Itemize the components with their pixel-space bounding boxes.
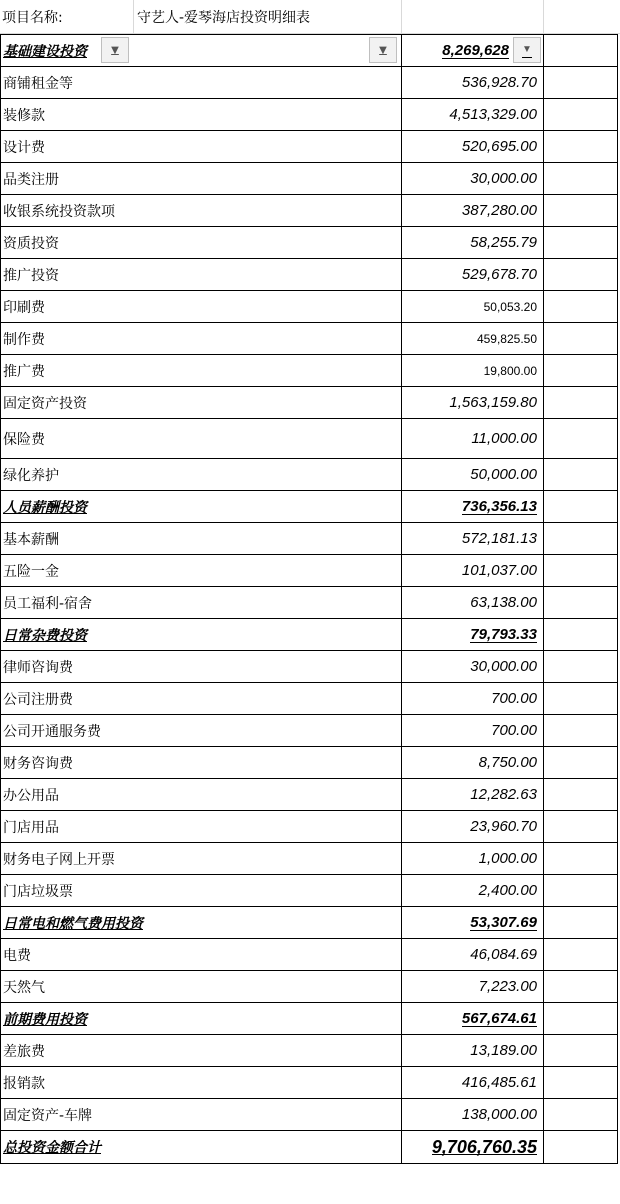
table-row xyxy=(1,99,618,131)
table-row xyxy=(1,1067,618,1099)
table-row xyxy=(1,715,618,747)
amount-cell[interactable] xyxy=(402,619,544,651)
table-row xyxy=(1,323,618,355)
empty-cell[interactable] xyxy=(544,1067,618,1099)
table-row xyxy=(1,587,618,619)
empty-cell[interactable] xyxy=(544,683,618,715)
item-name: 品类注册 xyxy=(3,171,59,188)
table-row xyxy=(1,67,618,99)
amount-cell[interactable] xyxy=(402,747,544,779)
amount-cell[interactable] xyxy=(402,459,544,491)
item-name-cell[interactable] xyxy=(1,355,402,387)
empty-cell[interactable] xyxy=(544,651,618,683)
item-name-cell[interactable] xyxy=(1,1067,402,1099)
amount-value: 19,800.00 xyxy=(483,363,537,378)
amount-cell[interactable] xyxy=(402,907,544,939)
amount-cell[interactable] xyxy=(402,1003,544,1035)
amount-value: 138,000.00 xyxy=(461,1106,537,1123)
amount-cell[interactable] xyxy=(402,651,544,683)
table-row xyxy=(1,939,618,971)
amount-cell[interactable] xyxy=(402,1067,544,1099)
amount-value: 11,000.00 xyxy=(471,430,537,447)
amount-value: 459,825.50 xyxy=(476,331,537,346)
filter-dropdown-button[interactable] xyxy=(101,37,129,63)
item-name-cell[interactable] xyxy=(1,1035,402,1067)
amount-value: 63,138.00 xyxy=(470,594,537,611)
amount-value: 53,307.69 xyxy=(470,914,537,931)
item-name-cell[interactable] xyxy=(1,619,402,651)
category-row xyxy=(1,1003,618,1035)
amount-cell[interactable] xyxy=(402,939,544,971)
amount-cell[interactable] xyxy=(402,1099,544,1131)
empty-cell[interactable] xyxy=(544,843,618,875)
empty-cell[interactable] xyxy=(544,99,618,131)
empty-cell[interactable] xyxy=(544,355,618,387)
table-row xyxy=(1,459,618,491)
item-name-cell[interactable] xyxy=(1,419,402,459)
amount-cell[interactable] xyxy=(402,131,544,163)
item-name-cell[interactable] xyxy=(1,163,402,195)
item-name-cell[interactable] xyxy=(1,323,402,355)
amount-value: 50,000.00 xyxy=(470,466,537,483)
item-name-cell[interactable] xyxy=(1,387,402,419)
item-name-cell[interactable] xyxy=(1,1131,402,1164)
table-row xyxy=(1,555,618,587)
category-row xyxy=(1,619,618,651)
item-name: 保险费 xyxy=(3,431,45,448)
item-name: 日常杂费投资 xyxy=(3,627,87,644)
amount-value: 700.00 xyxy=(491,690,537,707)
item-name-cell[interactable] xyxy=(1,779,402,811)
project-name-label: 项目名称: xyxy=(2,9,63,26)
amount-value: 520,695.00 xyxy=(461,138,537,155)
amount-value: 30,000.00 xyxy=(470,170,537,187)
table-row xyxy=(1,843,618,875)
empty-cell[interactable] xyxy=(544,387,618,419)
item-name: 总投资金额合计 xyxy=(3,1140,101,1156)
item-name: 门店用品 xyxy=(3,819,59,836)
table-row xyxy=(1,419,618,459)
table-row xyxy=(1,875,618,907)
empty-cell[interactable] xyxy=(544,555,618,587)
item-name: 固定资产投资 xyxy=(3,395,87,412)
amount-cell[interactable] xyxy=(402,195,544,227)
chevron-down-icon: ▼ xyxy=(522,43,532,58)
empty-cell[interactable] xyxy=(544,195,618,227)
item-name: 绿化养护 xyxy=(3,467,59,484)
item-name: 固定资产-车牌 xyxy=(3,1107,93,1124)
amount-value: 50,053.20 xyxy=(483,299,537,314)
item-name: 五险一金 xyxy=(3,563,59,580)
item-name: 设计费 xyxy=(3,139,45,156)
table-row xyxy=(1,259,618,291)
empty-cell[interactable] xyxy=(544,67,618,99)
table-row xyxy=(1,387,618,419)
empty-cell[interactable] xyxy=(544,779,618,811)
table-row xyxy=(1,355,618,387)
amount-value: 7,223.00 xyxy=(478,978,537,995)
empty-cell[interactable] xyxy=(544,747,618,779)
amount-value: 416,485.61 xyxy=(461,1074,537,1091)
amount-value: 4,513,329.00 xyxy=(449,106,537,123)
item-name-cell[interactable] xyxy=(1,131,402,163)
amount-value: 2,400.00 xyxy=(478,882,537,899)
amount-cell[interactable] xyxy=(402,811,544,843)
item-name: 电费 xyxy=(3,947,31,964)
empty-cell[interactable] xyxy=(544,1099,618,1131)
amount-value: 1,563,159.80 xyxy=(449,394,537,411)
amount-cell[interactable] xyxy=(402,779,544,811)
amount-value: 567,674.61 xyxy=(461,1010,537,1027)
amount-value: 12,282.63 xyxy=(470,786,537,803)
empty-cell[interactable] xyxy=(544,1035,618,1067)
item-name-cell[interactable] xyxy=(1,651,402,683)
amount-cell[interactable] xyxy=(402,491,544,523)
empty-cell[interactable] xyxy=(544,163,618,195)
filter-dropdown-button[interactable] xyxy=(513,37,541,63)
table-row xyxy=(1,163,618,195)
table-row xyxy=(1,291,618,323)
item-name-cell[interactable] xyxy=(1,715,402,747)
amount-value: 536,928.70 xyxy=(461,74,537,91)
empty-cell[interactable] xyxy=(544,491,618,523)
item-name-cell[interactable] xyxy=(1,1003,402,1035)
filter-dropdown-button[interactable] xyxy=(369,37,397,63)
amount-cell[interactable] xyxy=(402,355,544,387)
item-name: 律师咨询费 xyxy=(3,659,73,676)
amount-cell[interactable] xyxy=(402,1035,544,1067)
amount-value: 8,269,628 xyxy=(442,42,509,59)
amount-cell[interactable] xyxy=(402,587,544,619)
item-name: 差旅费 xyxy=(3,1043,45,1060)
amount-value: 58,255.79 xyxy=(470,234,537,251)
item-name: 装修款 xyxy=(3,107,45,124)
table-row xyxy=(1,1035,618,1067)
table-row xyxy=(1,195,618,227)
amount-value: 13,189.00 xyxy=(470,1042,537,1059)
sheet-title: 守艺人-爱琴海店投资明细表 xyxy=(137,9,311,26)
amount-cell[interactable] xyxy=(402,1131,544,1164)
amount-cell[interactable] xyxy=(402,971,544,1003)
item-name: 财务咨询费 xyxy=(3,755,73,772)
table-row xyxy=(1,811,618,843)
item-name: 前期费用投资 xyxy=(3,1011,87,1028)
amount-value: 30,000.00 xyxy=(470,658,537,675)
amount-value: 23,960.70 xyxy=(470,818,537,835)
empty-cell[interactable] xyxy=(544,523,618,555)
category-row xyxy=(1,907,618,939)
amount-cell[interactable] xyxy=(402,259,544,291)
table-row xyxy=(1,683,618,715)
item-name: 人员薪酬投资 xyxy=(3,499,87,516)
empty-cell[interactable] xyxy=(544,459,618,491)
empty-cell[interactable] xyxy=(544,291,618,323)
item-name-cell[interactable] xyxy=(1,523,402,555)
empty-cell[interactable] xyxy=(544,939,618,971)
amount-cell[interactable] xyxy=(402,323,544,355)
item-name-cell[interactable] xyxy=(1,99,402,131)
amount-cell[interactable] xyxy=(402,67,544,99)
investment-table xyxy=(0,34,618,1164)
header-row xyxy=(0,0,620,34)
item-name-cell[interactable] xyxy=(1,491,402,523)
amount-cell[interactable] xyxy=(402,715,544,747)
item-name-cell[interactable] xyxy=(1,555,402,587)
empty-cell[interactable] xyxy=(544,715,618,747)
item-name: 推广投资 xyxy=(3,267,59,284)
empty-cell[interactable] xyxy=(544,1131,618,1164)
empty-cell[interactable] xyxy=(544,419,618,459)
amount-value: 9,706,760.35 xyxy=(431,1136,537,1157)
item-name-cell[interactable] xyxy=(1,587,402,619)
item-name-cell[interactable] xyxy=(1,875,402,907)
amount-cell[interactable] xyxy=(402,843,544,875)
item-name: 办公用品 xyxy=(3,787,59,804)
item-name: 资质投资 xyxy=(3,235,59,252)
item-name-cell[interactable] xyxy=(1,459,402,491)
item-name-cell[interactable] xyxy=(1,843,402,875)
amount-cell[interactable] xyxy=(402,555,544,587)
item-name: 天然气 xyxy=(3,979,45,996)
amount-cell[interactable] xyxy=(402,387,544,419)
item-name-cell[interactable] xyxy=(1,291,402,323)
item-name-cell[interactable] xyxy=(1,35,402,67)
item-name: 制作费 xyxy=(3,331,45,348)
empty-cell[interactable] xyxy=(544,35,618,67)
item-name: 报销款 xyxy=(3,1075,45,1092)
amount-value: 8,750.00 xyxy=(478,754,537,771)
empty-cell[interactable] xyxy=(544,259,618,291)
chevron-down-icon: ▼ xyxy=(379,44,387,56)
amount-cell[interactable] xyxy=(402,99,544,131)
item-name-cell[interactable] xyxy=(1,939,402,971)
amount-cell[interactable] xyxy=(402,523,544,555)
item-name: 公司注册费 xyxy=(3,691,73,708)
empty-cell[interactable] xyxy=(544,875,618,907)
empty-cell[interactable] xyxy=(544,619,618,651)
amount-value: 46,084.69 xyxy=(470,946,537,963)
amount-value: 736,356.13 xyxy=(461,498,537,515)
amount-value: 79,793.33 xyxy=(470,626,537,643)
item-name-cell[interactable] xyxy=(1,227,402,259)
item-name-cell[interactable] xyxy=(1,907,402,939)
table-row xyxy=(1,523,618,555)
empty-cell[interactable] xyxy=(544,971,618,1003)
table-row xyxy=(1,131,618,163)
amount-value: 387,280.00 xyxy=(461,202,537,219)
item-name: 日常电和燃气费用投资 xyxy=(3,915,143,932)
amount-value: 700.00 xyxy=(491,722,537,739)
item-name-cell[interactable] xyxy=(1,67,402,99)
empty-cell[interactable] xyxy=(544,1003,618,1035)
amount-cell[interactable] xyxy=(402,35,544,67)
item-name-cell[interactable] xyxy=(1,1099,402,1131)
empty-cell[interactable] xyxy=(544,811,618,843)
item-name: 基本薪酬 xyxy=(3,531,59,548)
empty-cell[interactable] xyxy=(544,907,618,939)
amount-cell[interactable] xyxy=(402,419,544,459)
item-name: 印刷费 xyxy=(3,299,45,316)
amount-value: 572,181.13 xyxy=(461,530,537,547)
table-row xyxy=(1,1099,618,1131)
empty-cell[interactable] xyxy=(544,323,618,355)
item-name-cell[interactable] xyxy=(1,811,402,843)
table-row xyxy=(1,651,618,683)
amount-value: 1,000.00 xyxy=(478,850,537,867)
item-name: 门店垃圾票 xyxy=(3,883,73,900)
category-row xyxy=(1,35,618,67)
table-row xyxy=(1,971,618,1003)
amount-cell[interactable] xyxy=(402,291,544,323)
item-name: 财务电子网上开票 xyxy=(3,851,115,868)
table-row xyxy=(1,227,618,259)
item-name-cell[interactable] xyxy=(1,747,402,779)
amount-cell[interactable] xyxy=(402,163,544,195)
item-name: 员工福利-宿舍 xyxy=(3,595,93,612)
amount-value: 101,037.00 xyxy=(461,562,537,579)
table-row xyxy=(1,779,618,811)
empty-cell[interactable] xyxy=(544,131,618,163)
amount-cell[interactable] xyxy=(402,227,544,259)
amount-value: 529,678.70 xyxy=(461,266,537,283)
category-row xyxy=(1,491,618,523)
item-name: 商铺租金等 xyxy=(3,75,73,92)
amount-cell[interactable] xyxy=(402,875,544,907)
item-name: 基础建设投资 xyxy=(3,43,87,60)
total-row xyxy=(1,1131,618,1164)
amount-cell[interactable] xyxy=(402,683,544,715)
item-name: 公司开通服务费 xyxy=(3,723,101,740)
item-name-cell[interactable] xyxy=(1,259,402,291)
item-name-cell[interactable] xyxy=(1,195,402,227)
item-name: 收银系统投资款项 xyxy=(3,203,115,220)
empty-cell[interactable] xyxy=(544,587,618,619)
empty-cell[interactable] xyxy=(544,227,618,259)
item-name-cell[interactable] xyxy=(1,683,402,715)
table-row xyxy=(1,747,618,779)
item-name-cell[interactable] xyxy=(1,971,402,1003)
chevron-down-icon: ▼ xyxy=(111,44,119,56)
item-name: 推广费 xyxy=(3,363,45,380)
